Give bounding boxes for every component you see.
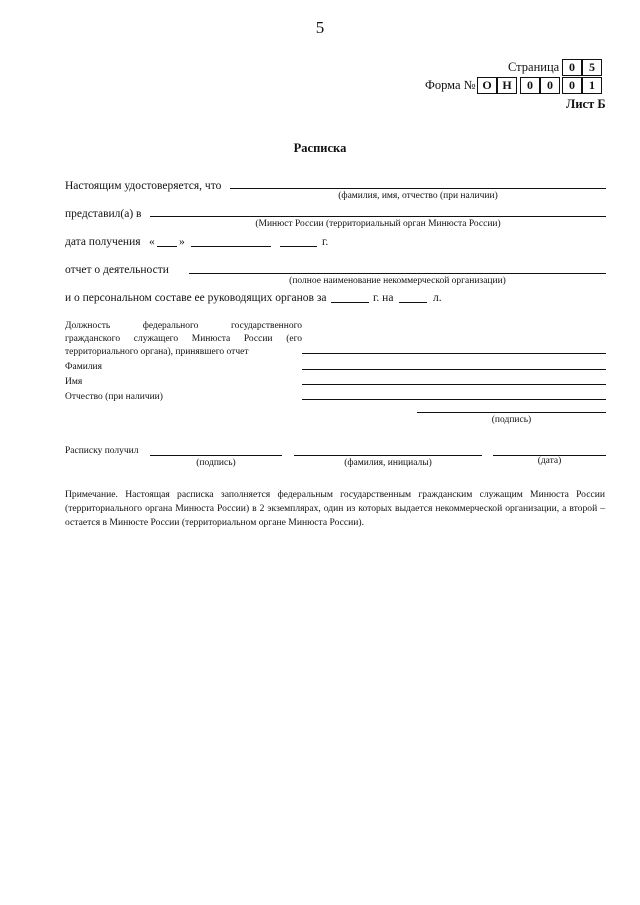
name-label: Имя: [65, 377, 83, 387]
official-signature-line[interactable]: [417, 412, 606, 413]
year-mark: г.: [322, 236, 329, 248]
certify-label: Настоящим удостоверяется, что: [65, 180, 222, 192]
open-quote: «: [149, 236, 155, 248]
organization-line[interactable]: [189, 273, 606, 274]
form-code-cell: 1: [582, 77, 602, 94]
form-code-cell: 0: [520, 77, 540, 94]
receipt-name-caption: (фамилия, инициалы): [344, 458, 432, 468]
position-label-line2: гражданского служащего Минюста России (его: [65, 334, 302, 344]
report-year-line[interactable]: [331, 302, 369, 303]
surname-label: Фамилия: [65, 362, 103, 372]
authority-caption: (Минюст России (территориальный орган Минюста России): [255, 219, 501, 229]
note-text: Примечание. Настоящая расписка заполняется федеральным государственным гражданским служащим Минюста России (территориального органа Минюста России) в 2 экземплярах, один из которых выдается некоммерческой организации, а второй – остается в Минюсте России (территориальном органе Минюста России).: [65, 489, 605, 528]
submitted-label: представил(а) в: [65, 208, 142, 220]
years-suffix: л.: [433, 292, 442, 304]
report-label: отчет о деятельности: [65, 264, 169, 276]
surname-line[interactable]: [302, 369, 606, 370]
name-line[interactable]: [302, 384, 606, 385]
form-code-cell: Н: [497, 77, 517, 94]
page-digit-cell: 0: [562, 59, 582, 76]
personnel-label: и о персональном составе ее руководящих органов за: [65, 292, 327, 304]
receipt-signature-line[interactable]: [150, 455, 282, 456]
organization-caption: (полное наименование некоммерческой организации): [289, 276, 506, 286]
form-code-cell: О: [477, 77, 497, 94]
page-digit-cell: 5: [582, 59, 602, 76]
year-line[interactable]: [280, 246, 317, 247]
position-label-line1: Должность федерального государственного: [65, 321, 302, 331]
receipt-date-caption: (дата): [537, 456, 562, 466]
document-title: Расписка: [293, 141, 347, 155]
year-suffix: г. на: [373, 292, 394, 304]
term-years-line[interactable]: [399, 302, 427, 303]
page-label: Страница: [508, 60, 560, 74]
date-label: дата получения: [65, 236, 141, 248]
day-line[interactable]: [157, 246, 177, 247]
official-signature-caption: (подпись): [491, 415, 532, 425]
form-code-cell: 0: [540, 77, 560, 94]
full-name-line[interactable]: [230, 188, 606, 189]
form-label: Форма №: [425, 78, 476, 92]
receipt-name-line[interactable]: [294, 455, 482, 456]
full-name-caption: (фамилия, имя, отчество (при наличии): [338, 191, 498, 201]
form-code-cell: 0: [562, 77, 582, 94]
authority-line[interactable]: [150, 216, 606, 217]
month-line[interactable]: [191, 246, 271, 247]
patronymic-label: Отчество (при наличии): [65, 392, 163, 402]
receipt-label: Расписку получил: [65, 446, 139, 456]
page-number: 5: [315, 18, 325, 37]
sheet-label: Лист Б: [566, 97, 606, 111]
patronymic-line[interactable]: [302, 399, 606, 400]
close-quote: »: [179, 236, 185, 248]
position-label-line3: территориального органа), принявшего отчет: [65, 347, 249, 357]
position-line[interactable]: [302, 353, 606, 354]
receipt-signature-caption: (подпись): [196, 458, 236, 468]
